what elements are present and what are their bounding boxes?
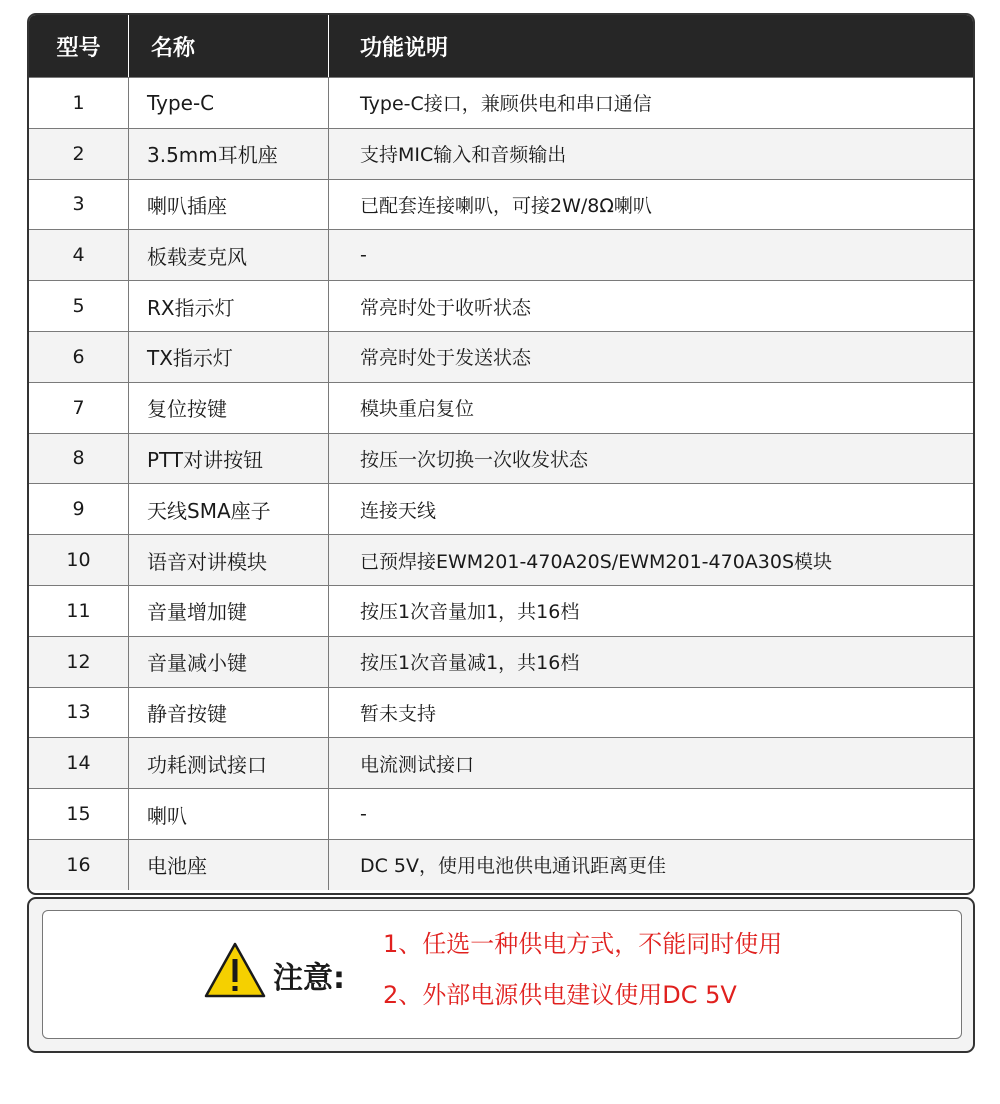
row-description: 电流测试接口 [360, 753, 475, 776]
row-name: 复位按键 [129, 383, 329, 433]
table-row [29, 433, 973, 484]
row-name: 天线SMA座子 [129, 484, 329, 534]
row-name: Type-C [129, 78, 329, 128]
row-description: - [360, 244, 367, 267]
row-name: RX指示灯 [129, 281, 329, 331]
row-name: 语音对讲模块 [129, 535, 329, 585]
component-table [27, 13, 975, 895]
table-header [29, 15, 973, 77]
row-name: PTT对讲按钮 [129, 434, 329, 484]
row-number: 15 [29, 789, 129, 839]
row-description: 常亮时处于收听状态 [360, 296, 532, 319]
row-description: 按压1次音量加1，共16档 [360, 601, 580, 624]
row-number: 16 [29, 840, 129, 890]
notice-line-1: 1、任选一种供电方式，不能同时使用 [383, 930, 783, 958]
row-description: 按压一次切换一次收发状态 [360, 448, 589, 471]
table-row [29, 280, 973, 331]
row-description: 暂未支持 [360, 702, 437, 725]
row-number: 11 [29, 586, 129, 636]
row-number: 4 [29, 230, 129, 280]
table-row [29, 839, 973, 890]
header-function: 功能说明 [360, 35, 449, 61]
row-description: 支持MIC输入和音频输出 [360, 144, 567, 167]
row-number: 13 [29, 688, 129, 738]
table-row [29, 331, 973, 382]
notice-panel [42, 910, 962, 1039]
header-name: 名称 [129, 15, 329, 77]
table-row [29, 382, 973, 433]
row-name: 喇叭插座 [129, 180, 329, 230]
notice-line-2: 2、外部电源供电建议使用DC 5V [383, 981, 737, 1009]
row-description: Type-C接口，兼顾供电和串口通信 [360, 93, 652, 116]
row-number: 8 [29, 434, 129, 484]
table-row [29, 128, 973, 179]
row-number: 10 [29, 535, 129, 585]
row-number: 6 [29, 332, 129, 382]
table-row [29, 636, 973, 687]
row-name: 静音按键 [129, 688, 329, 738]
table-body [29, 77, 973, 890]
table-row [29, 483, 973, 534]
table-row [29, 179, 973, 230]
row-description: 已预焊接EWM201-470A20S/EWM201-470A30S模块 [360, 550, 833, 573]
row-number: 3 [29, 180, 129, 230]
row-description: 连接天线 [360, 499, 437, 522]
row-name: TX指示灯 [129, 332, 329, 382]
notice-box [27, 897, 975, 1053]
row-description: 模块重启复位 [360, 398, 475, 421]
row-description: 已配套连接喇叭，可接2W/8Ω喇叭 [360, 194, 652, 217]
table-row [29, 534, 973, 585]
row-name: 电池座 [129, 840, 329, 890]
warning-icon [203, 941, 267, 999]
row-description: 常亮时处于发送状态 [360, 347, 532, 370]
row-number: 7 [29, 383, 129, 433]
row-number: 9 [29, 484, 129, 534]
notice-title: 注意: [273, 961, 345, 996]
table-row [29, 687, 973, 738]
notice-lines [383, 931, 782, 1033]
row-name: 功耗测试接口 [129, 738, 329, 788]
row-name: 3.5mm耳机座 [129, 129, 329, 179]
table-row [29, 737, 973, 788]
row-name: 喇叭 [129, 789, 329, 839]
row-name: 音量减小键 [129, 637, 329, 687]
row-number: 14 [29, 738, 129, 788]
table-row [29, 585, 973, 636]
row-description: - [360, 803, 367, 826]
row-name: 板载麦克风 [129, 230, 329, 280]
row-name: 音量增加键 [129, 586, 329, 636]
table-row [29, 77, 973, 128]
row-number: 5 [29, 281, 129, 331]
row-number: 12 [29, 637, 129, 687]
header-model: 型号 [29, 15, 129, 77]
row-description: DC 5V，使用电池供电通讯距离更佳 [360, 855, 667, 878]
row-number: 1 [29, 78, 129, 128]
table-row [29, 229, 973, 280]
table-row [29, 788, 973, 839]
row-number: 2 [29, 129, 129, 179]
row-description: 按压1次音量减1，共16档 [360, 652, 580, 675]
